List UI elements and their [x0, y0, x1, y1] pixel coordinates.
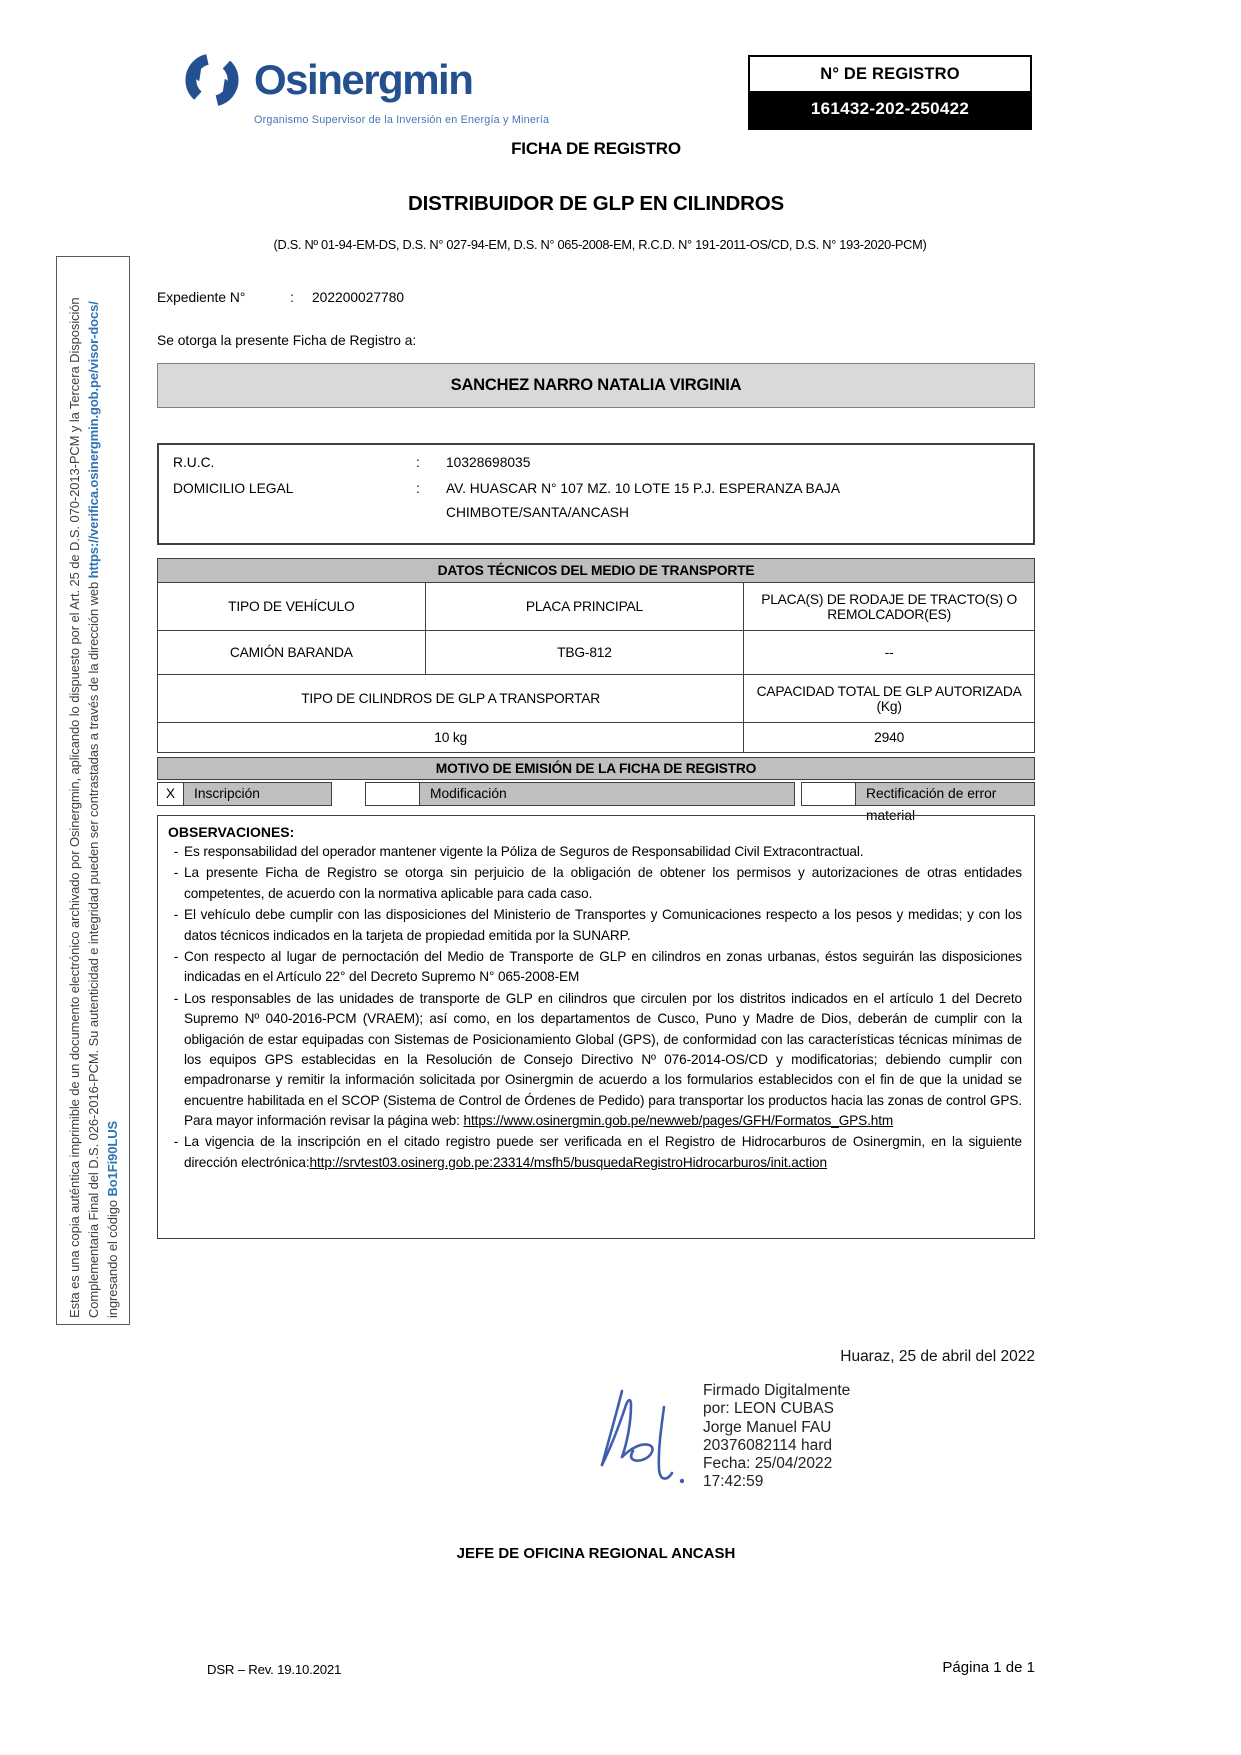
- brand-tagline: Organismo Supervisor de la Inversión en Energía y Minería: [254, 114, 550, 126]
- expediente-row: [157, 290, 404, 305]
- verification-code: Bo1Fi90LUS: [104, 1120, 120, 1197]
- verification-sidebar-text: [66, 268, 123, 1318]
- checkbox-inscripcion: X: [157, 782, 184, 806]
- observaciones-list: [168, 842, 1022, 1173]
- doc-title: DISTRIBUIDOR DE GLP EN CILINDROS: [408, 192, 784, 215]
- bullet-dash: -: [173, 907, 179, 923]
- signature-line: Jorge Manuel FAU: [703, 1418, 832, 1436]
- observacion-text: Es responsabilidad del operador mantener vigente la Póliza de Seguros de Responsabilidad Civil Extracontractual.: [184, 844, 864, 859]
- observacion-text: Los responsables de las unidades de transporte de GLP en cilindros que circulen por los distritos indicados en el artículo 1 del Decreto Supremo Nº 040-2016-PCM (VRAEM); así como, en los departamentos de Cusco, Puno y Madre de Dios, deberán de cumplir con la obligación de estar equipadas con Sistemas de Posicionamiento Global (GPS), de conformidad con las características técnicas mínimas de los equipos GPS establecidas en la Resolución de Consejo Directivo Nº 076-2014-OS/CD y modificatorias; debiendo cumplir con empadronarse y remitir la información solicitada por Osinergmin de acuerdo a los formularios establecidos con el fin de que la unidad se encuentre habilitada en el SCOP (Sistema de Control de Órdenes de Pedido) para transportar los productos hacia las zonas de control GPS. Para mayor información revisar la página web: https://www.osinergmin.gob.pe/newweb/pages/GFH/Formatos_GPS.htm: [184, 990, 1022, 1129]
- verification-line3: [104, 268, 123, 1318]
- verification-line3-text: ingresando el código: [104, 1196, 120, 1318]
- domicilio-line1: AV. HUASCAR N° 107 MZ. 10 LOTE 15 P.J. ESPERANZA BAJA: [446, 481, 841, 496]
- label-modificacion: Modificación: [420, 782, 795, 806]
- placa-principal-value: TBG-812: [425, 631, 744, 675]
- placa-rodaje-header: PLACA(S) DE RODAJE DE TRACTO(S) O REMOLCADOR(ES): [744, 583, 1035, 631]
- capacidad-value: 2940: [744, 723, 1035, 753]
- verification-line2-text: Complementaria Final del D.S. 026-2016-PCM. Su autenticidad e integridad pueden ser contrastadas a través de la dirección web: [85, 578, 101, 1318]
- domicilio-row: [173, 481, 1019, 520]
- titular-data-box: [157, 443, 1035, 545]
- brand-name: Osinergmin: [254, 56, 473, 103]
- checkbox-rectificacion: [801, 782, 856, 806]
- observacion-item: [168, 863, 1022, 904]
- observacion-text: Con respecto al lugar de pernoctación del Medio de Transporte de GLP en cilindros en zonas urbanas, éstos seguirán las disposiciones indicadas en el Artículo 22° del Decreto Supremo N° 065-2008-EM: [184, 948, 1022, 985]
- tipo-cilindros-value: 10 kg: [158, 723, 744, 753]
- expediente-label: Expediente N°: [157, 290, 246, 305]
- titular-name-box: SANCHEZ NARRO NATALIA VIRGINIA: [157, 363, 1035, 408]
- observacion-link[interactable]: http://srvtest03.osinerg.gob.pe:23314/msfh5/busquedaRegistroHidrocarburos/init.action: [309, 1154, 827, 1170]
- tipo-cilindros-header: TIPO DE CILINDROS DE GLP A TRANSPORTAR: [158, 675, 744, 723]
- signature-line: Fecha: 25/04/2022: [703, 1455, 833, 1473]
- observacion-text: La presente Ficha de Registro se otorga sin perjuicio de la obligación de obtener los permisos y autorizaciones de otras entidades competentes, de acuerdo con la normativa aplicable para cada caso.: [184, 865, 1022, 901]
- label-rectificacion: Rectificación de error material: [856, 782, 1035, 806]
- fecha-emision: Huaraz, 25 de abril del 2022: [840, 1348, 1035, 1365]
- signature-line: Firmado Digitalmente: [703, 1382, 851, 1399]
- footer-revision: DSR – Rev. 19.10.2021: [207, 1662, 342, 1677]
- motivo-title: MOTIVO DE EMISIÓN DE LA FICHA DE REGISTRO: [157, 757, 1035, 780]
- observacion-text: El vehículo debe cumplir con las disposiciones del Ministerio de Transportes y Comunicaciones respecto a los pesos y medidas; y con los datos técnicos indicados en la tarjeta de propiedad emitida por la SUNARP.: [184, 907, 1022, 943]
- expediente-value: 202200027780: [312, 290, 405, 305]
- colon-separator: :: [416, 455, 420, 470]
- observaciones-box: [157, 815, 1035, 1239]
- colon-separator: :: [290, 290, 294, 305]
- footer-page-number: Página 1 de 1: [942, 1659, 1035, 1676]
- signature-line: 17:42:59: [703, 1473, 764, 1491]
- label-inscripcion: Inscripción: [184, 782, 332, 806]
- observacion-link[interactable]: https://www.osinergmin.gob.pe/newweb/pages/GFH/Formatos_GPS.htm: [463, 1113, 894, 1129]
- observacion-item: [168, 905, 1022, 946]
- placa-principal-header: PLACA PRINCIPAL: [425, 583, 744, 631]
- otorga-text: Se otorga la presente Ficha de Registro a:: [157, 333, 417, 348]
- ruc-row: [173, 455, 1019, 470]
- digital-signature-block: [703, 1382, 850, 1492]
- observacion-item: [168, 842, 1022, 862]
- colon-separator: :: [416, 481, 420, 496]
- bullet-dash: -: [173, 844, 179, 859]
- placa-rodaje-value: --: [744, 631, 1035, 675]
- tipo-vehiculo-value: CAMIÓN BARANDA: [158, 631, 426, 675]
- osinergmin-circular-arrows-icon: [180, 48, 244, 112]
- tipo-vehiculo-header: TIPO DE VEHÍCULO: [158, 583, 426, 631]
- observacion-item: [168, 989, 1022, 1132]
- signer-title: JEFE DE OFICINA REGIONAL ANCASH: [456, 1545, 736, 1562]
- verification-line1: Esta es una copia auténtica imprimible de un documento electrónico archivado por Osinergmin, aplicando lo dispuesto por el Art. 25 de D.S. 070-2013-PCM y la Tercera Disposición: [67, 297, 82, 1318]
- registro-box: [748, 55, 1032, 130]
- domicilio-value: [446, 481, 840, 520]
- doc-subtitle: FICHA DE REGISTRO: [511, 139, 681, 158]
- capacidad-header: CAPACIDAD TOTAL DE GLP AUTORIZADA (Kg): [744, 675, 1035, 723]
- osinergmin-logo: [180, 48, 600, 126]
- bullet-dash: -: [173, 1134, 179, 1150]
- datos-tecnicos-table: [157, 558, 1035, 753]
- motivo-gap: [332, 782, 365, 806]
- handwritten-signature: [592, 1385, 704, 1505]
- signature-line: por: LEON CUBAS: [703, 1400, 834, 1418]
- domicilio-label: DOMICILIO LEGAL: [173, 481, 294, 496]
- observacion-text: La vigencia de la inscripción en el citado registro puede ser verificada en el Registro de Hidrocarburos de Osinergmin, en la siguiente dirección electrónica:http://srvtest03.osinerg.gob.pe:23314/msfh5/busquedaRegistroHidrocarburos/init.action: [184, 1134, 1022, 1170]
- ruc-label: R.U.C.: [173, 455, 215, 470]
- observaciones-title: OBSERVACIONES:: [168, 824, 295, 840]
- verification-line2: [85, 268, 104, 1318]
- datos-tecnicos-title: DATOS TÉCNICOS DEL MEDIO DE TRANSPORTE: [158, 559, 1035, 583]
- registro-label: N° DE REGISTRO: [750, 57, 1030, 91]
- checkbox-modificacion: [365, 782, 420, 806]
- legal-references: (D.S. Nº 01-94-EM-DS, D.S. N° 027-94-EM, D.S. N° 065-2008-EM, R.C.D. N° 191-2011-OS/CD, D.S. N° 193-2020-PCM): [273, 237, 927, 252]
- bullet-dash: -: [173, 948, 179, 964]
- ruc-value: 10328698035: [446, 455, 531, 470]
- signature-line: 20376082114 hard: [703, 1436, 833, 1454]
- motivo-options-row: [157, 782, 1035, 823]
- bullet-dash: -: [173, 865, 179, 881]
- registro-number: 161432-202-250422: [750, 91, 1030, 128]
- bullet-dash: -: [173, 990, 179, 1006]
- verification-url-link[interactable]: https://verifica.osinergmin.gob.pe/visor-docs/: [85, 301, 101, 579]
- observacion-item: [168, 947, 1022, 988]
- observacion-item: [168, 1132, 1022, 1173]
- domicilio-line2: CHIMBOTE/SANTA/ANCASH: [446, 505, 629, 520]
